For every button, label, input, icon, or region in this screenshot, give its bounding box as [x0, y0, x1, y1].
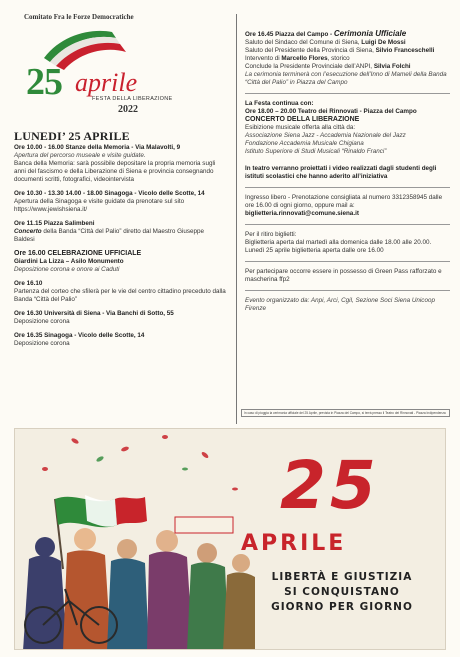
- event-heading: Ore 16.10: [14, 280, 43, 287]
- green-pass-note: Per partecipare occorre essere in possesso di Green Pass rafforzato e mascherina ffp2: [245, 268, 442, 283]
- ceremony-line: [245, 55, 450, 63]
- event-subheading: Giardini La Lizza – Asilo Monumento: [14, 258, 124, 265]
- performer: Fondazione Accademia Musicale Chigiana: [245, 140, 364, 147]
- event-item: [14, 250, 226, 274]
- ceremony-line-text: Conclude la Presidente Provinciale dell’ANPI,: [245, 63, 374, 70]
- speaker-name: Marcello Flores: [281, 55, 328, 62]
- event-subtitle: Apertura del percorso museale e visite guidate.: [14, 152, 146, 159]
- email-link[interactable]: biglietteria.rinnovati@comune.siena.it: [245, 210, 359, 217]
- event-heading: Ore 10.00 - 16.00 Stanze della Memoria - Via Malavolti, 9: [14, 144, 181, 151]
- event-item: [14, 310, 226, 326]
- ceremony-line-text: , storico: [327, 55, 350, 62]
- speaker-name: Silvia Folchi: [373, 63, 411, 70]
- pickup-title: Per il ritiro biglietti:: [245, 231, 297, 238]
- section-rule: [245, 261, 450, 262]
- concert-text: della Banda “Città del Palio” diretto dal Maestro Giuseppe Baldesi: [14, 228, 205, 243]
- event-item: [14, 144, 226, 184]
- ceremony-end-note: La cerimonia terminerà con l’esecuzione dell’Inno di Mameli della Banda “Città del Palio” in Piazza del Campo: [245, 71, 447, 86]
- logo-word: aprile: [75, 68, 138, 97]
- ceremony-line-text: Intervento di: [245, 55, 282, 62]
- concert-title: CONCERTO DELLA LIBERAZIONE: [245, 116, 360, 123]
- event-heading: Ore 16.30 Università di Siena - Via Banchi di Sotto, 55: [14, 310, 174, 317]
- poster-illustration: [14, 428, 446, 650]
- ceremony-line-text: Saluto del Presidente della Provincia di Siena,: [245, 47, 376, 54]
- logo-year: 2022: [118, 104, 138, 115]
- slogan-line: LIBERTÀ E GIUSTIZIA: [271, 571, 413, 583]
- event-item: [14, 280, 226, 304]
- event-heading: Ore 10.30 - 13.30 14.00 - 18.00 Sinagoga - Vicolo delle Scotte, 14: [14, 190, 205, 197]
- committee-name: Comitato Fra le Forze Democratiche: [24, 13, 134, 21]
- ceremony-line-text: Saluto del Sindaco del Comune di Siena,: [245, 39, 362, 46]
- event-text: [14, 228, 226, 244]
- poster-number: 25: [280, 447, 380, 524]
- event-text: Deposizione corona: [14, 340, 70, 347]
- event-item: [14, 190, 226, 214]
- ceremony-line: [245, 39, 450, 47]
- ceremony-heading: [245, 30, 450, 39]
- event-heading: Ore 16.00 CELEBRAZIONE UFFICIALE: [14, 250, 142, 257]
- event-text: Deposizione corona: [14, 318, 70, 325]
- concert-intro: Esibizione musicale offerta alla città da:: [245, 124, 356, 131]
- poster-slogan: [237, 570, 446, 615]
- day-title: LUNEDI’ 25 APRILE: [14, 129, 130, 143]
- speaker-name: Silvio Franceschelli: [375, 47, 435, 54]
- performer: Associazione Siena Jazz - Accademia Nazionale del Jazz: [245, 132, 406, 139]
- ticket-block: [245, 194, 450, 218]
- ceremony-title: Cerimonia Ufficiale: [333, 29, 407, 38]
- marching-crowd-illustration: [15, 429, 255, 650]
- column-divider: [236, 14, 237, 424]
- logo-subtitle: FESTA DELLA LIBERAZIONE: [92, 96, 173, 102]
- event-text: Partenza del corteo che sfilerà per le vie del centro cittadino preceduto dalla Banda “Città del Palio”: [14, 288, 226, 303]
- event-item: [14, 220, 226, 244]
- section-rule: [245, 187, 450, 188]
- logo-number: 25: [26, 61, 62, 103]
- event-heading: Ore 16.35 Sinagoga - Vicolo delle Scotte, 14: [14, 332, 145, 339]
- section-rule: [245, 224, 450, 225]
- event-heading: Ore 11.15 Piazza Salimbeni: [14, 220, 95, 227]
- event-text: Banca della Memoria: sarà possibile depositare la propria memoria sugli anni del fascismo e della Liberazione di Siena e provincia consegnando documenti scritti, fotografici, videointervista: [14, 160, 216, 183]
- festa-line: La Festa continua con:: [245, 100, 314, 107]
- program-right-column: [245, 30, 450, 319]
- program-left-column: [14, 129, 226, 354]
- event-text: Apertura della Sinagoga e visite guidate da prenotare sul sito https://www.jewishsiena.it/: [14, 198, 185, 213]
- concert-word: Concerto: [14, 228, 42, 235]
- event-item: [14, 332, 226, 348]
- festa-time-place: Ore 18.00 – 20.00 Teatro dei Rinnovati - Piazza del Campo: [245, 108, 417, 115]
- ceremony-line: [245, 63, 450, 71]
- pickup-text: Biglietteria aperta dal martedì alla domenica dalle 18.00 alle 20.00. Lunedì 25 aprile biglietteria aperta dalle ore 16.00: [245, 239, 432, 254]
- video-note: In teatro verranno proiettati i video realizzati dagli studenti degli istituti scolastici che hanno aderito all’iniziativa: [245, 165, 437, 180]
- organizers: Evento organizzato da: Anpi, Arci, Cgil, Sezione Soci Siena Unicoop Firenze: [245, 297, 435, 312]
- entry-info: Ingresso libero - Prenotazione consigliata al numero 3312358945 dalle ore 16.00 di ogni giorno, oppure mail a:: [245, 194, 443, 209]
- performer: Istituto Superiore di Studi Musicali “Rinaldo Franci”: [245, 148, 387, 155]
- ceremony-block: [245, 30, 450, 87]
- poster-word: APRILE: [241, 531, 347, 556]
- ceremony-time: Ore 16.45 Piazza del Campo -: [245, 31, 333, 38]
- ticket-pickup-block: [245, 231, 450, 255]
- rain-note: In caso di pioggia la cerimonia ufficiale del 25 Aprile, prevista in Piazza del Campo, si terrà presso il Teatro dei Rinnovati - Piazza Indipendenza: [241, 409, 450, 417]
- section-rule: [245, 290, 450, 291]
- section-rule: [245, 93, 450, 94]
- ceremony-line: [245, 47, 450, 55]
- event-text: Deposizione corona e onore ai Caduti: [14, 266, 120, 273]
- speaker-name: Luigi De Mossi: [361, 39, 406, 46]
- concert-block: [245, 100, 450, 156]
- slogan-line: GIORNO PER GIORNO: [271, 601, 413, 613]
- slogan-line: SI CONQUISTANO: [284, 586, 400, 598]
